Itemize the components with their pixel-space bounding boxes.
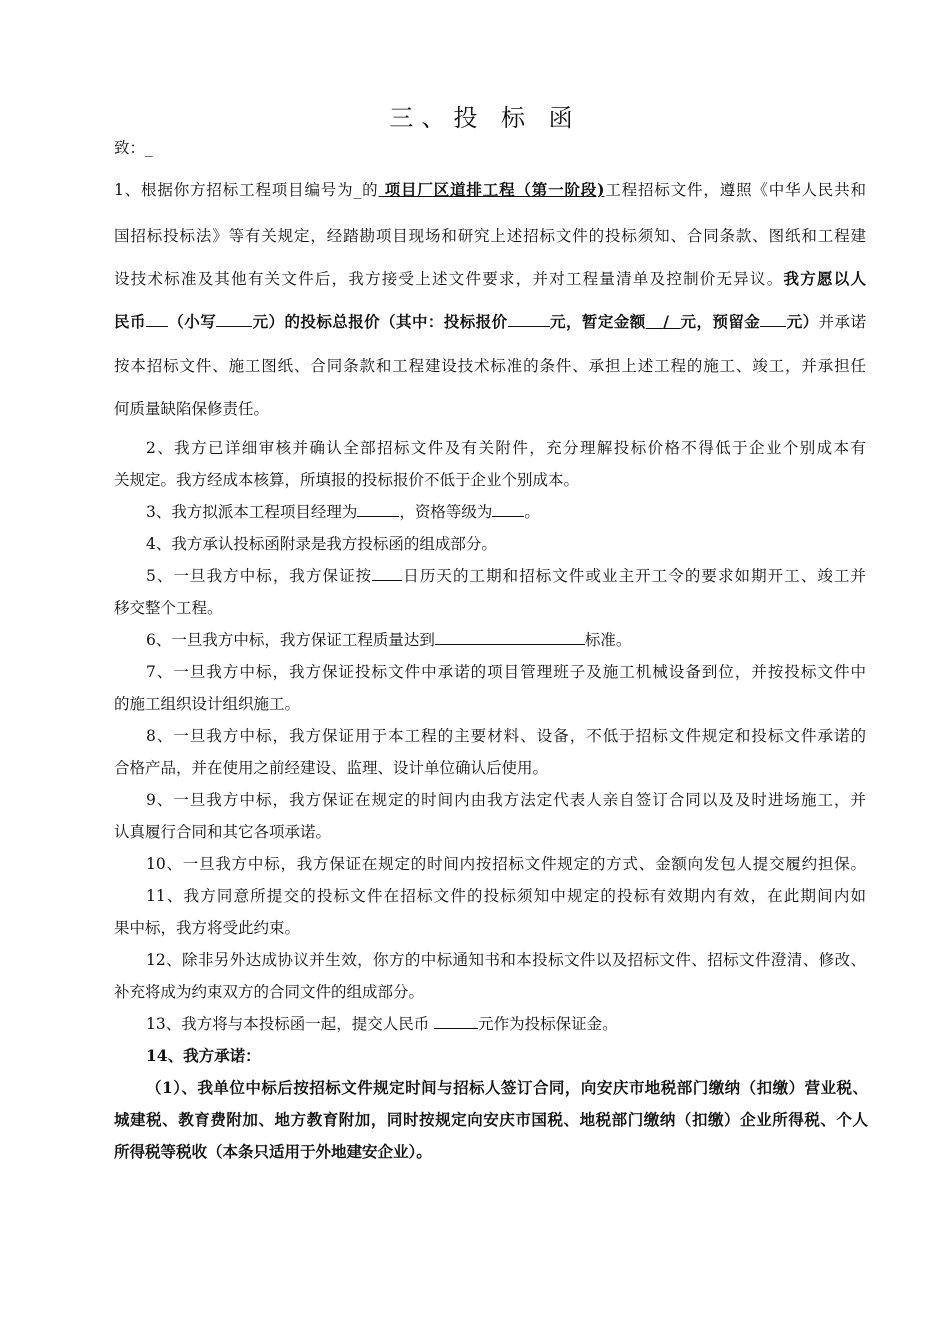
bold-text: 民币 [114,312,146,331]
quality-standard-blank [435,630,585,645]
paragraph-1-line-2: 国招标投标法》等有关规定，经踏勘项目现场和研究上述招标文件的投标须知、合同条款、图纸和工程建 [114,227,866,245]
bold-text: 我方愿以人 [783,269,866,288]
paragraph-1-line-1 [114,178,866,200]
page-title: 三、投 标 函 [389,104,581,132]
text: 日历天的工期和招标文件或业主开工令的要求如期开工、竣工并 [402,567,866,585]
text: 标准。 [584,631,632,649]
bold-text: 元）的投标总报价（其中：投标报价 [252,312,508,331]
paragraph-6 [146,628,866,650]
provisional-sum-value: / [663,312,669,331]
project-manager-blank [357,502,399,517]
qualification-blank [492,502,524,517]
text: 。 [524,503,540,521]
bid-bond-blank [434,1014,478,1029]
text: 5、一旦我方中标，我方保证按 [146,567,373,585]
paragraph-2-line-1: 2、我方已详细审核并确认全部招标文件及有关附件，充分理解投标价格不得低于企业个别成本有 [146,439,866,457]
bid-price-blank [508,312,550,327]
paragraph-7-line-1: 7、一旦我方中标，我方保证投标文件中承诺的项目管理班子及施工机械设备到位，并按投标文件中 [146,663,866,681]
paragraph-9-line-2: 认真履行合同和其它各项承诺。 [114,823,332,841]
text: 6、一旦我方中标，我方保证工程质量达到 [146,631,435,649]
paragraph-11-line-1: 11、我方同意所提交的投标文件在招标文件的投标须知中规定的投标有效期内有效，在此期间内如 [146,887,866,905]
paragraph-11-line-2: 果中标，我方将受此约束。 [114,919,301,937]
paragraph-14-heading: 14、我方承诺： [146,1046,261,1065]
text: 3、我方拟派本工程项目经理为 [146,503,358,521]
paragraph-7-line-2: 的施工组织设计组织施工。 [114,695,301,713]
paragraph-14-1-line-2: 城建税、教育费附加、地方教育附加，同时按规定向安庆市国税、地税部门缴纳（扣缴）企业所得税、个人 [114,1110,868,1129]
amount-words-blank [146,312,168,327]
text: 元作为投标保证金。 [478,1015,618,1033]
duration-blank [372,566,402,581]
paragraph-14-1-line-3: 所得税等税收（本条只适用于外地建安企业）。 [114,1142,432,1161]
bold-text: （小写 [167,312,217,331]
paragraph-12-line-2: 补充将成为约束双方的合同文件的组成部分。 [114,983,425,1001]
paragraph-1-line-5: 按本招标文件、施工图纸、合同条款和工程建设技术标准的条件、承担上述工程的施工、竣工，并承担任 [114,357,866,375]
text: 并承诺 [818,313,866,331]
provisional-sum [646,312,681,331]
reserve-blank [760,312,786,327]
bold-text: 元，预留金 [680,312,761,331]
paragraph-9-line-1: 9、一旦我方中标，我方保证在规定的时间内由我方法定代表人亲自签订合同以及及时进场施工，并 [146,791,866,809]
bold-text: 元） [786,312,819,331]
paragraph-1-line-4 [114,310,866,332]
text: 工程招标文件，遵照《中华人民共和 [604,181,866,199]
bold-text: 元，暂定金额 [549,312,646,331]
paragraph-5-line-2: 移交整个工程。 [114,599,223,617]
paragraph-4: 4、我方承认投标函附录是我方投标函的组成部分。 [146,535,497,553]
paragraph-1-line-6: 何质量缺陷保修责任。 [114,400,270,418]
paragraph-13 [146,1012,866,1034]
paragraph-10: 10、一旦我方中标，我方保证在规定的时间内按招标文件规定的方式、金额向发包人提交履约担保。 [146,855,866,873]
text: 13、我方将与本投标函一起，提交人民币 [146,1015,430,1033]
paragraph-12-line-1: 12、除非另外达成协议并生效，你方的中标通知书和本投标文件以及招标文件、招标文件澄清、修改、 [146,951,866,969]
project-name: 项目厂区道排工程（第一阶段) [378,180,605,199]
paragraph-14-1-line-1: （1）、我单位中标后按招标文件规定时间与招标人签订合同，向安庆市地税部门缴纳（扣缴）营业税、 [146,1078,868,1097]
text: ，资格等级为 [399,503,493,521]
recipient-line: 致：_ [114,139,153,157]
paragraph-8-line-2: 合格产品，并在使用之前经建设、监理、设计单位确认后使用。 [114,759,549,777]
text: 设技术标准及其他有关文件后，我方接受上述文件要求，并对工程量清单及控制价无异议。 [114,270,784,288]
paragraph-2-line-2: 关规定。我方经成本核算，所填报的投标报价不低于企业个别成本。 [114,471,580,489]
paragraph-5-line-1 [146,564,866,586]
paragraph-8-line-1: 8、一旦我方中标，我方保证用于本工程的主要材料、设备，不低于招标文件规定和投标文件承诺的 [146,727,866,745]
paragraph-3 [146,500,866,522]
amount-figure-blank [216,312,252,327]
text: 1、根据你方招标工程项目编号为_的 [114,181,379,199]
paragraph-1-line-3 [114,267,866,289]
